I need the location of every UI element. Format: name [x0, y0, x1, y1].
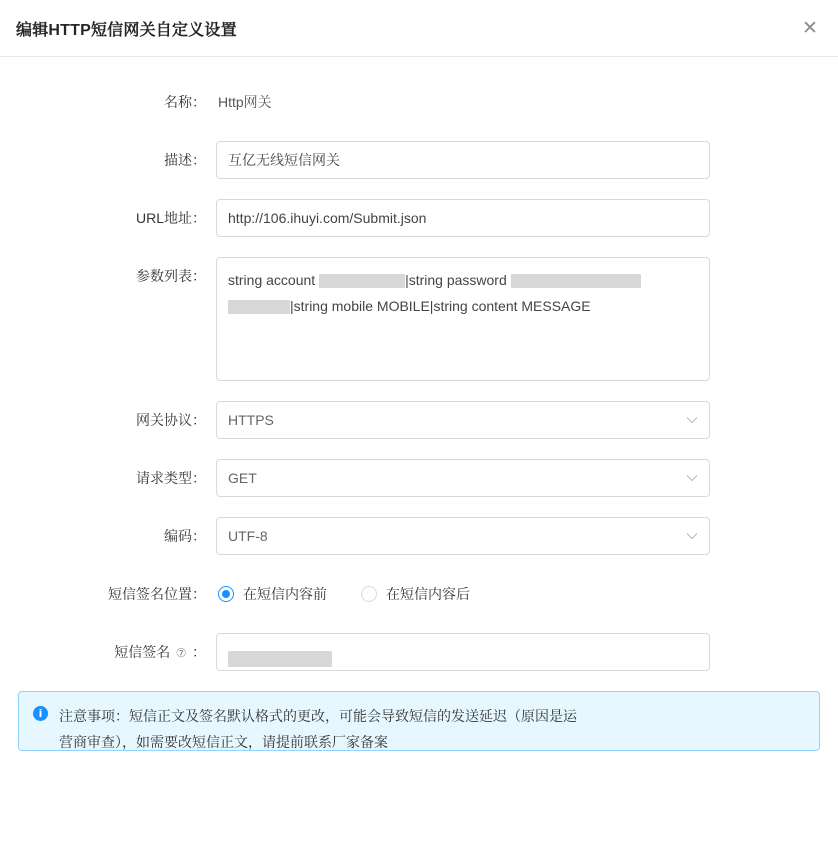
params-line3: MOBILE|string content MESSAGE [376, 298, 591, 314]
protocol-select[interactable] [216, 401, 710, 439]
chevron-down-icon [686, 402, 698, 438]
params-redacted-password-b [551, 274, 641, 288]
protocol-selected-value: HTTPS [228, 412, 274, 428]
radio-signature-before-label: 在短信内容前 [243, 586, 327, 602]
params-textarea[interactable] [216, 257, 710, 381]
params-redacted-password-a [511, 274, 551, 288]
encoding-select[interactable] [216, 517, 710, 555]
radio-checked-icon [218, 586, 234, 602]
signature-input[interactable] [216, 633, 710, 671]
request-type-select-wrap [216, 459, 710, 497]
form-row-signature-position [0, 575, 838, 613]
encoding-label: 编码： [164, 528, 206, 544]
form-row-signature [0, 633, 838, 671]
signature-label [0, 633, 216, 671]
signature-redacted-value [228, 651, 332, 667]
form-row-url [0, 199, 838, 237]
url-label: URL地址： [135, 210, 206, 226]
name-value: Http网关 [218, 94, 272, 110]
form-row-params [0, 257, 838, 381]
signature-field-wrap [216, 633, 710, 671]
signature-label-colon: ： [192, 644, 206, 660]
notice-line2: 营商审查），如需要改短信正文，请提前联系厂家备案 [59, 734, 388, 750]
params-field-wrap [216, 257, 710, 381]
chevron-down-icon [686, 518, 698, 554]
description-label: 描述： [164, 152, 206, 168]
dialog-body [0, 57, 838, 751]
form-row-protocol [0, 401, 838, 439]
signature-position-label: 短信签名位置： [108, 586, 206, 602]
request-type-select[interactable] [216, 459, 710, 497]
radio-signature-after-label: 在短信内容后 [386, 586, 470, 602]
signature-position-radio-wrap [216, 575, 710, 613]
description-input[interactable] [216, 141, 710, 179]
form-row-request-type [0, 459, 838, 497]
protocol-select-wrap [216, 401, 710, 439]
notice-line1: 注意事项：短信正文及签名默认格式的更改，可能会导致短信的发送延迟（原因是运 [59, 708, 577, 724]
form-row-description [0, 141, 838, 179]
radio-unchecked-icon [361, 586, 377, 602]
params-label: 参数列表： [136, 268, 206, 284]
params-redacted-password-c [228, 300, 290, 314]
params-line1-suffix: |string password [405, 272, 507, 288]
params-line2-suffix: |string mobile [290, 298, 374, 314]
radio-signature-after[interactable] [361, 584, 470, 604]
encoding-select-wrap [216, 517, 710, 555]
info-icon: i [33, 706, 48, 721]
params-line1-prefix: string account [228, 272, 320, 288]
close-icon[interactable]: ✕ [802, 16, 818, 39]
form-row-encoding [0, 517, 838, 555]
description-field-wrap [216, 141, 710, 179]
chevron-down-icon [686, 460, 698, 496]
encoding-selected-value: UTF-8 [228, 528, 268, 544]
notice-banner [18, 691, 820, 751]
protocol-label: 网关协议： [136, 412, 206, 428]
signature-label-text: 短信签名 [114, 644, 171, 660]
form-row-name [0, 83, 838, 121]
name-value-wrap [216, 83, 710, 121]
url-field-wrap [216, 199, 710, 237]
dialog-header [0, 0, 838, 57]
request-type-selected-value: GET [228, 470, 257, 486]
help-circle-icon[interactable]: ⑦ [175, 646, 187, 660]
page-title: 编辑HTTP短信网关自定义设置 [16, 21, 237, 39]
request-type-label: 请求类型： [136, 470, 206, 486]
params-redacted-account [319, 274, 405, 288]
signature-position-radio-group [216, 575, 710, 613]
name-label: 名称： [164, 94, 206, 110]
radio-signature-before[interactable] [218, 584, 327, 604]
url-input[interactable] [216, 199, 710, 237]
